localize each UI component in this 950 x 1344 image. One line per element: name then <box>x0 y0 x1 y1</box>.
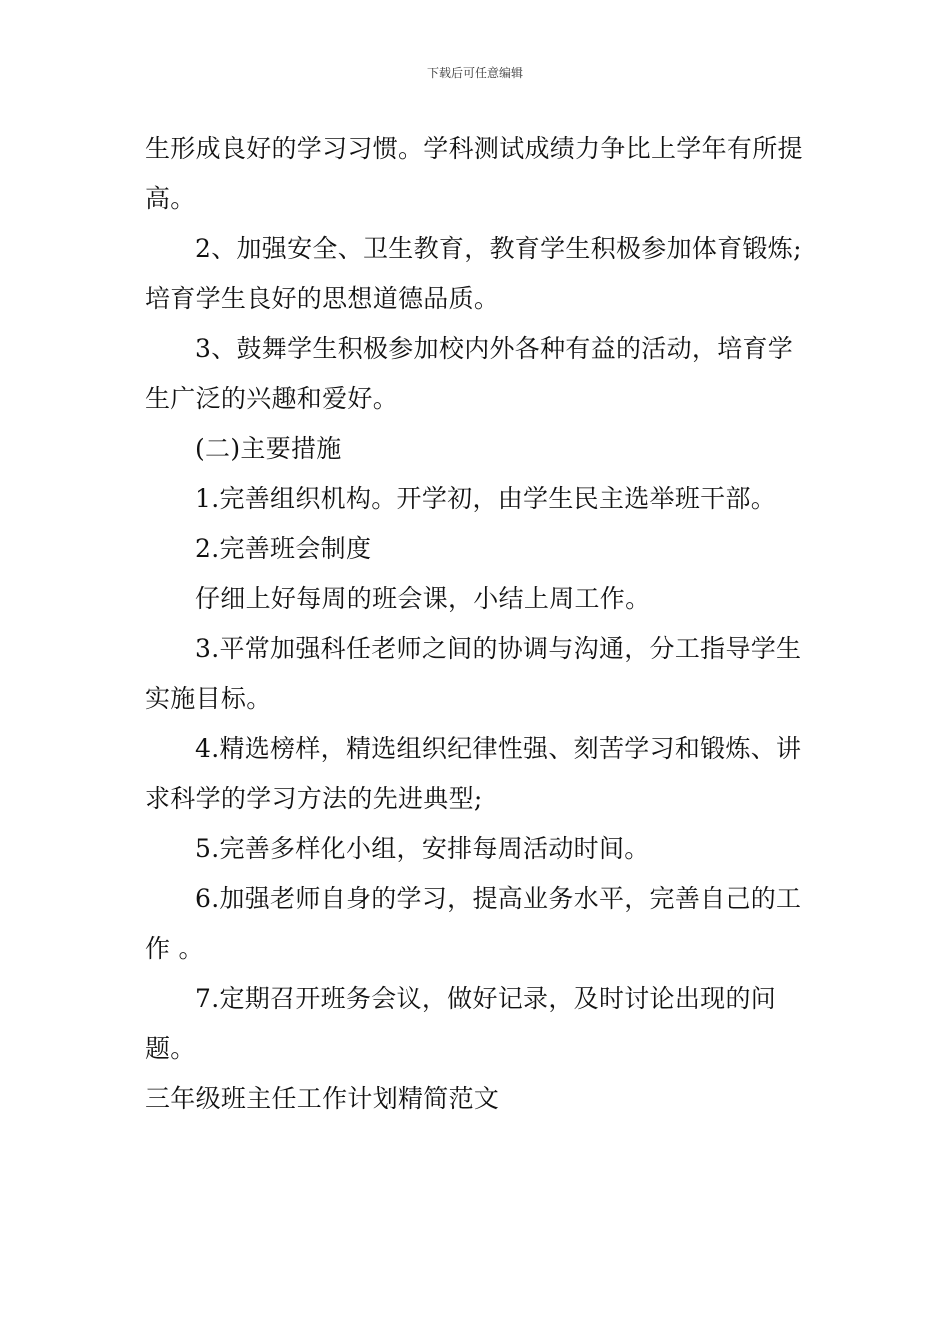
document-body <box>145 124 810 1124</box>
page-header: 下载后可任意编辑 <box>426 66 523 80</box>
paragraph-12: 7.定期召开班务会议，做好记录，及时讨论出现的问题。 <box>145 984 777 1063</box>
paragraph-11: 6.加强老师自身的学习，提高业务水平，完善自己的工作 。 <box>145 884 802 963</box>
paragraph-8: 3.平常加强科任老师之间的协调与沟通，分工指导学生实施目标。 <box>145 634 802 713</box>
paragraph-2: 2、加强安全、卫生教育，教育学生积极参加体育锻炼;培育学生良好的思想道德品质。 <box>145 234 802 313</box>
paragraph-9: 4.精选榜样，精选组织纪律性强、刻苦学习和锻炼、讲求科学的学习方法的先进典型; <box>145 734 802 813</box>
paragraph-3: 3、鼓舞学生积极参加校内外各种有益的活动，培育学生广泛的兴趣和爱好。 <box>145 334 794 413</box>
paragraph-10: 5.完善多样化小组，安排每周活动时间。 <box>195 834 650 863</box>
document-title-next: 三年级班主任工作计划精简范文 <box>145 1084 500 1113</box>
paragraph-1: 生形成良好的学习习惯。学科测试成绩力争比上学年有所提高。 <box>145 134 803 213</box>
section-heading-measures: (二)主要措施 <box>195 434 342 463</box>
paragraph-7: 仔细上好每周的班会课，小结上周工作。 <box>195 584 651 613</box>
paragraph-5: 1.完善组织机构。开学初，由学生民主选举班干部。 <box>195 484 777 513</box>
paragraph-6: 2.完善班会制度 <box>195 534 372 563</box>
